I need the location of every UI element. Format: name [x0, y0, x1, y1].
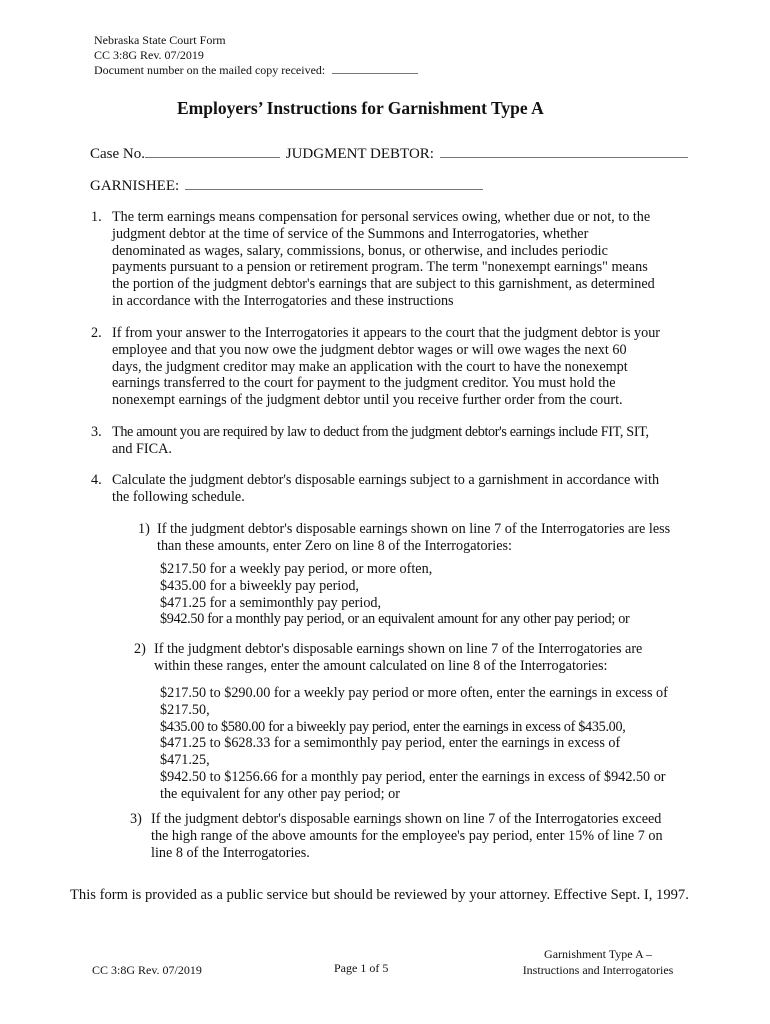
- document-number-label: [94, 63, 418, 78]
- subitem-3-number: 3): [130, 811, 142, 827]
- court-form-name: Nebraska State Court Form: [94, 33, 226, 47]
- item-4-line: Calculate the judgment debtor's disposable earnings subject to a garnishment in accordance with: [112, 472, 660, 488]
- subitem-2-amounts: [160, 685, 668, 803]
- footer-title-line: Instructions and Interrogatories: [522, 963, 674, 977]
- footer-title-line: Garnishment Type A –: [544, 947, 652, 961]
- subitem-2-number: 2): [134, 641, 146, 657]
- garnishee-label: GARNISHEE:: [90, 178, 180, 194]
- item-2-line: earnings transferred to the court for payment to the judgment creditor. You must hold the: [112, 375, 616, 392]
- item-2-line: nonexempt earnings of the judgment debtor until you receive further order from the court.: [112, 392, 623, 409]
- amount-line: $471.25,: [160, 752, 210, 769]
- item-2-line: days, the judgment creditor may make an application with the court to have the nonexempt: [112, 358, 628, 375]
- item-1-line: payments pursuant to a pension or retirement program. The term "nonexempt earnings" means: [112, 259, 648, 276]
- subitem-2-text: [154, 641, 642, 675]
- item-2-text: [112, 325, 660, 409]
- item-2-number: 2.: [91, 325, 102, 341]
- item-1-number: 1.: [91, 209, 102, 225]
- subitem-2-line: within these ranges, enter the amount calculated on line 8 of the Interrogatories:: [154, 657, 608, 674]
- item-1-line: denominated as wages, salary, commissions, bonus, or otherwise, and includes periodic: [112, 242, 608, 259]
- item-2-line: employee and that you now owe the judgment debtor wages or will owe wages the next 60: [112, 341, 627, 358]
- subitem-3-line: If the judgment debtor's disposable earnings shown on line 7 of the Interrogatories exceed: [151, 811, 662, 827]
- subitem-1-number: 1): [138, 521, 150, 537]
- form-header: [94, 33, 418, 78]
- item-4-number: 4.: [91, 472, 102, 488]
- document-number-text: Document number on the mailed copy received:: [94, 63, 326, 77]
- item-1-line: The term earnings means compensation for personal services owing, whether due or not, to the: [112, 209, 651, 225]
- item-3-number: 3.: [91, 424, 102, 440]
- case-no-label: Case No.: [90, 146, 145, 162]
- page-number: Page 1 of 5: [334, 961, 389, 975]
- item-2-line: If from your answer to the Interrogatories it appears to the court that the judgment debtor is your: [112, 325, 661, 341]
- garnishee-field[interactable]: [185, 189, 483, 190]
- item-1-line: the portion of the judgment debtor's earnings that are subject to this garnishment, as determined: [112, 276, 655, 293]
- subitem-1-text: [157, 521, 670, 555]
- item-1-text: [112, 209, 655, 310]
- case-no-field[interactable]: [145, 157, 280, 158]
- judgment-debtor-field[interactable]: [440, 157, 688, 158]
- item-4-line: the following schedule.: [112, 488, 245, 505]
- amount-line: $217.50,: [160, 701, 210, 718]
- amount-line: $217.50 for a weekly pay period, or more often,: [160, 561, 433, 577]
- amount-line: $942.50 to $1256.66 for a monthly pay period, enter the earnings in excess of $942.50 or: [160, 768, 666, 785]
- subitem-1-line: If the judgment debtor's disposable earnings shown on line 7 of the Interrogatories are less: [157, 521, 671, 537]
- amount-line: $942.50 for a monthly pay period, or an equivalent amount for any other pay period; or: [160, 611, 630, 628]
- item-1-line: in accordance with the Interrogatories and these instructions: [112, 292, 454, 309]
- garnishee-row: [90, 178, 483, 195]
- amount-line: $217.50 to $290.00 for a weekly pay period or more often, enter the earnings in excess of: [160, 685, 668, 701]
- amount-line: $471.25 for a semimonthly pay period,: [160, 594, 382, 611]
- subitem-1-amounts: [160, 561, 629, 628]
- amount-line: $435.00 to $580.00 for a biweekly pay period, enter the earnings in excess of $435.00,: [160, 718, 626, 735]
- item-3-text: [112, 424, 649, 458]
- document-number-blank[interactable]: [332, 73, 418, 74]
- amount-line: $471.25 to $628.33 for a semimonthly pay period, enter the earnings in excess of: [160, 735, 621, 752]
- public-service-notice: This form is provided as a public service but should be reviewed by your attorney. Effective Sept. I, 1997.: [70, 887, 689, 903]
- amount-line: $435.00 for a biweekly pay period,: [160, 577, 359, 594]
- amount-line: the equivalent for any other pay period; or: [160, 785, 400, 802]
- subitem-2-line: If the judgment debtor's disposable earnings shown on line 7 of the Interrogatories are: [154, 641, 643, 657]
- item-3-line: The amount you are required by law to deduct from the judgment debtor's earnings include FIT, SIT,: [112, 424, 649, 440]
- item-3-line: and FICA.: [112, 440, 172, 457]
- footer-form-title: [500, 946, 696, 978]
- form-revision: CC 3:8G Rev. 07/2019: [94, 48, 204, 62]
- footer-form-id: CC 3:8G Rev. 07/2019: [92, 963, 202, 977]
- subitem-3-line: line 8 of the Interrogatories.: [151, 844, 310, 861]
- subitem-1-line: than these amounts, enter Zero on line 8 of the Interrogatories:: [157, 537, 512, 554]
- judgment-debtor-label: JUDGMENT DEBTOR:: [285, 146, 434, 162]
- item-1-line: judgment debtor at the time of service of the Summons and Interrogatories, whether: [112, 225, 589, 242]
- case-no-row: [90, 146, 688, 163]
- subitem-3-text: [151, 811, 663, 861]
- subitem-3-line: the high range of the above amounts for the employee's pay period, enter 15% of line 7 on: [151, 827, 663, 844]
- page-title: Employers’ Instructions for Garnishment Type A: [177, 98, 544, 118]
- item-4-text: [112, 472, 659, 506]
